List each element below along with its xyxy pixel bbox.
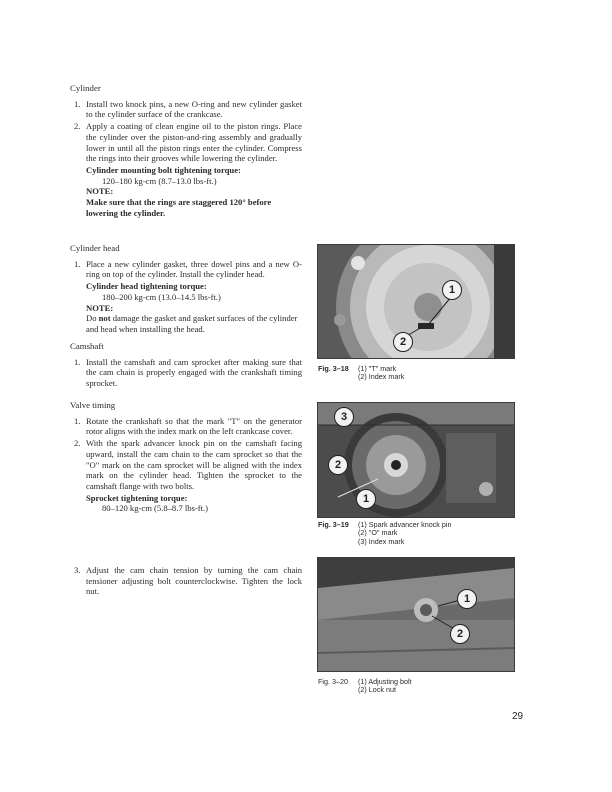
step-text: Place a new cylinder gasket, three dowel pins and a new O-ring on top of the cylinder. Install the cylinder head. [86,258,302,280]
caption-line: (3) Index mark [358,536,405,546]
step-text: Rotate the crankshaft so that the mark "T" on the generator rotor aligns with the index mark on the left crankcase cover. [86,415,302,437]
note-rest: damage the gasket and gasket surfaces of the cylinder and head when installing the head. [86,313,298,334]
figure-label: Fig. 3–19 [318,520,349,529]
callout-marker: 2 [450,624,470,644]
note-prefix: Do [86,313,99,324]
camshaft-heading: Camshaft [70,341,104,351]
step-number: 2. [74,438,81,449]
caption-line: (2) Index mark [358,372,405,382]
caption-line: (2) "O" mark [358,528,398,538]
caption-line: (2) Lock nut [358,685,396,695]
figure-3-19-caption [318,521,518,546]
figure-3-20-caption [318,678,518,695]
figure-label: Fig. 3–20 [318,677,348,686]
figure-3-20-photo [317,557,515,672]
page-number: 29 [512,711,524,722]
cylinder-section [70,83,302,218]
sprocket-torque-value: 80–120 kg-cm (5.8–8.7 lbs-ft.) [102,503,208,514]
step-text: Install the camshaft and cam sprocket after making sure that the cam chain is properly engaged with the crankshaft timing sprocket. [86,356,302,389]
cylinder-torque-label: Cylinder mounting bolt tightening torque: [86,164,241,175]
cylinder-head-note-label: NOTE: [86,302,114,313]
valve-timing-steps [70,416,302,492]
cylinder-head-step-1 [70,259,302,280]
step-number: 1. [74,415,81,426]
valve-timing-heading: Valve timing [70,400,116,410]
figure-3-18-caption [318,365,518,382]
caption-line: (1) Spark advancer knock pin [358,520,452,529]
step-number: 1. [74,98,81,109]
cylinder-head-steps [70,259,302,280]
step-number: 2. [74,121,81,132]
step-number: 1. [74,356,81,367]
valve-timing-step-3-block [70,565,302,598]
sprocket-torque-label: Sprocket tightening torque: [86,492,188,503]
cylinder-steps [70,99,302,164]
cylinder-head-note [70,313,302,334]
figure-label: Fig. 3–18 [318,364,349,373]
camshaft-section [70,341,302,390]
cylinder-head-torque-value: 180–200 kg-cm (13.0–14.5 lbs-ft.) [102,291,221,302]
cam-chain-tensioner-image [318,558,514,671]
callout-marker: 3 [334,407,354,427]
figure-3-19-photo [317,402,515,518]
callout-marker: 2 [328,455,348,475]
valve-timing-steps-continued [70,565,302,597]
callout-marker: 2 [393,332,413,352]
cylinder-head-heading: Cylinder head [70,243,120,253]
cylinder-step-1 [70,99,302,120]
step-text: Apply a coating of clean engine oil to the piston rings. Place the cylinder over the piston-and-ring assembly and gradually lower in until all the piston rings enter the cylinder. Compress the rings into their grooves while lowering the cylinder. [86,121,302,164]
cylinder-head-section [70,243,302,335]
generator-rotor-image [318,245,514,358]
valve-timing-step-3 [70,565,302,597]
step-number: 3. [74,565,81,575]
caption-line: (1) Adjusting bolt [358,677,412,686]
note-emphasis: not [98,313,111,324]
callout-marker: 1 [442,280,462,300]
callout-marker: 1 [356,489,376,509]
cylinder-step-2 [70,121,302,164]
step-text: Install two knock pins, a new O-ring and new cylinder gasket to the cylinder surface of the crankcase. [86,98,302,120]
valve-timing-section [70,400,302,514]
caption-line: (1) "T" mark [358,364,397,373]
cylinder-note: Make sure that the rings are staggered 120° before lowering the cylinder. [86,197,272,218]
valve-timing-step-2 [70,438,302,492]
cylinder-head-torque-label: Cylinder head tightening torque: [86,281,207,292]
step-text: Adjust the cam chain tension by turning the cam chain tensioner adjusting bolt counterclockwise. Tighten the lock nut. [86,565,302,597]
cylinder-note-label: NOTE: [86,186,114,197]
cylinder-heading: Cylinder [70,83,101,93]
camshaft-step-1 [70,357,302,389]
valve-timing-step-1 [70,416,302,437]
figure-3-18-photo [317,244,515,359]
callout-marker: 1 [457,589,477,609]
step-text: With the spark advancer knock pin on the camshaft facing upward, install the cam chain to the cam sprocket so that the "O" mark on the cam sprocket will be aligned with the index mark on the cylinder head. Tighten the sprocket to the camshaft flange with two bolts. [86,438,302,491]
step-number: 1. [74,258,81,269]
cylinder-torque-value: 120–180 kg-cm (8.7–13.0 lbs-ft.) [102,175,217,186]
camshaft-steps [70,357,302,389]
